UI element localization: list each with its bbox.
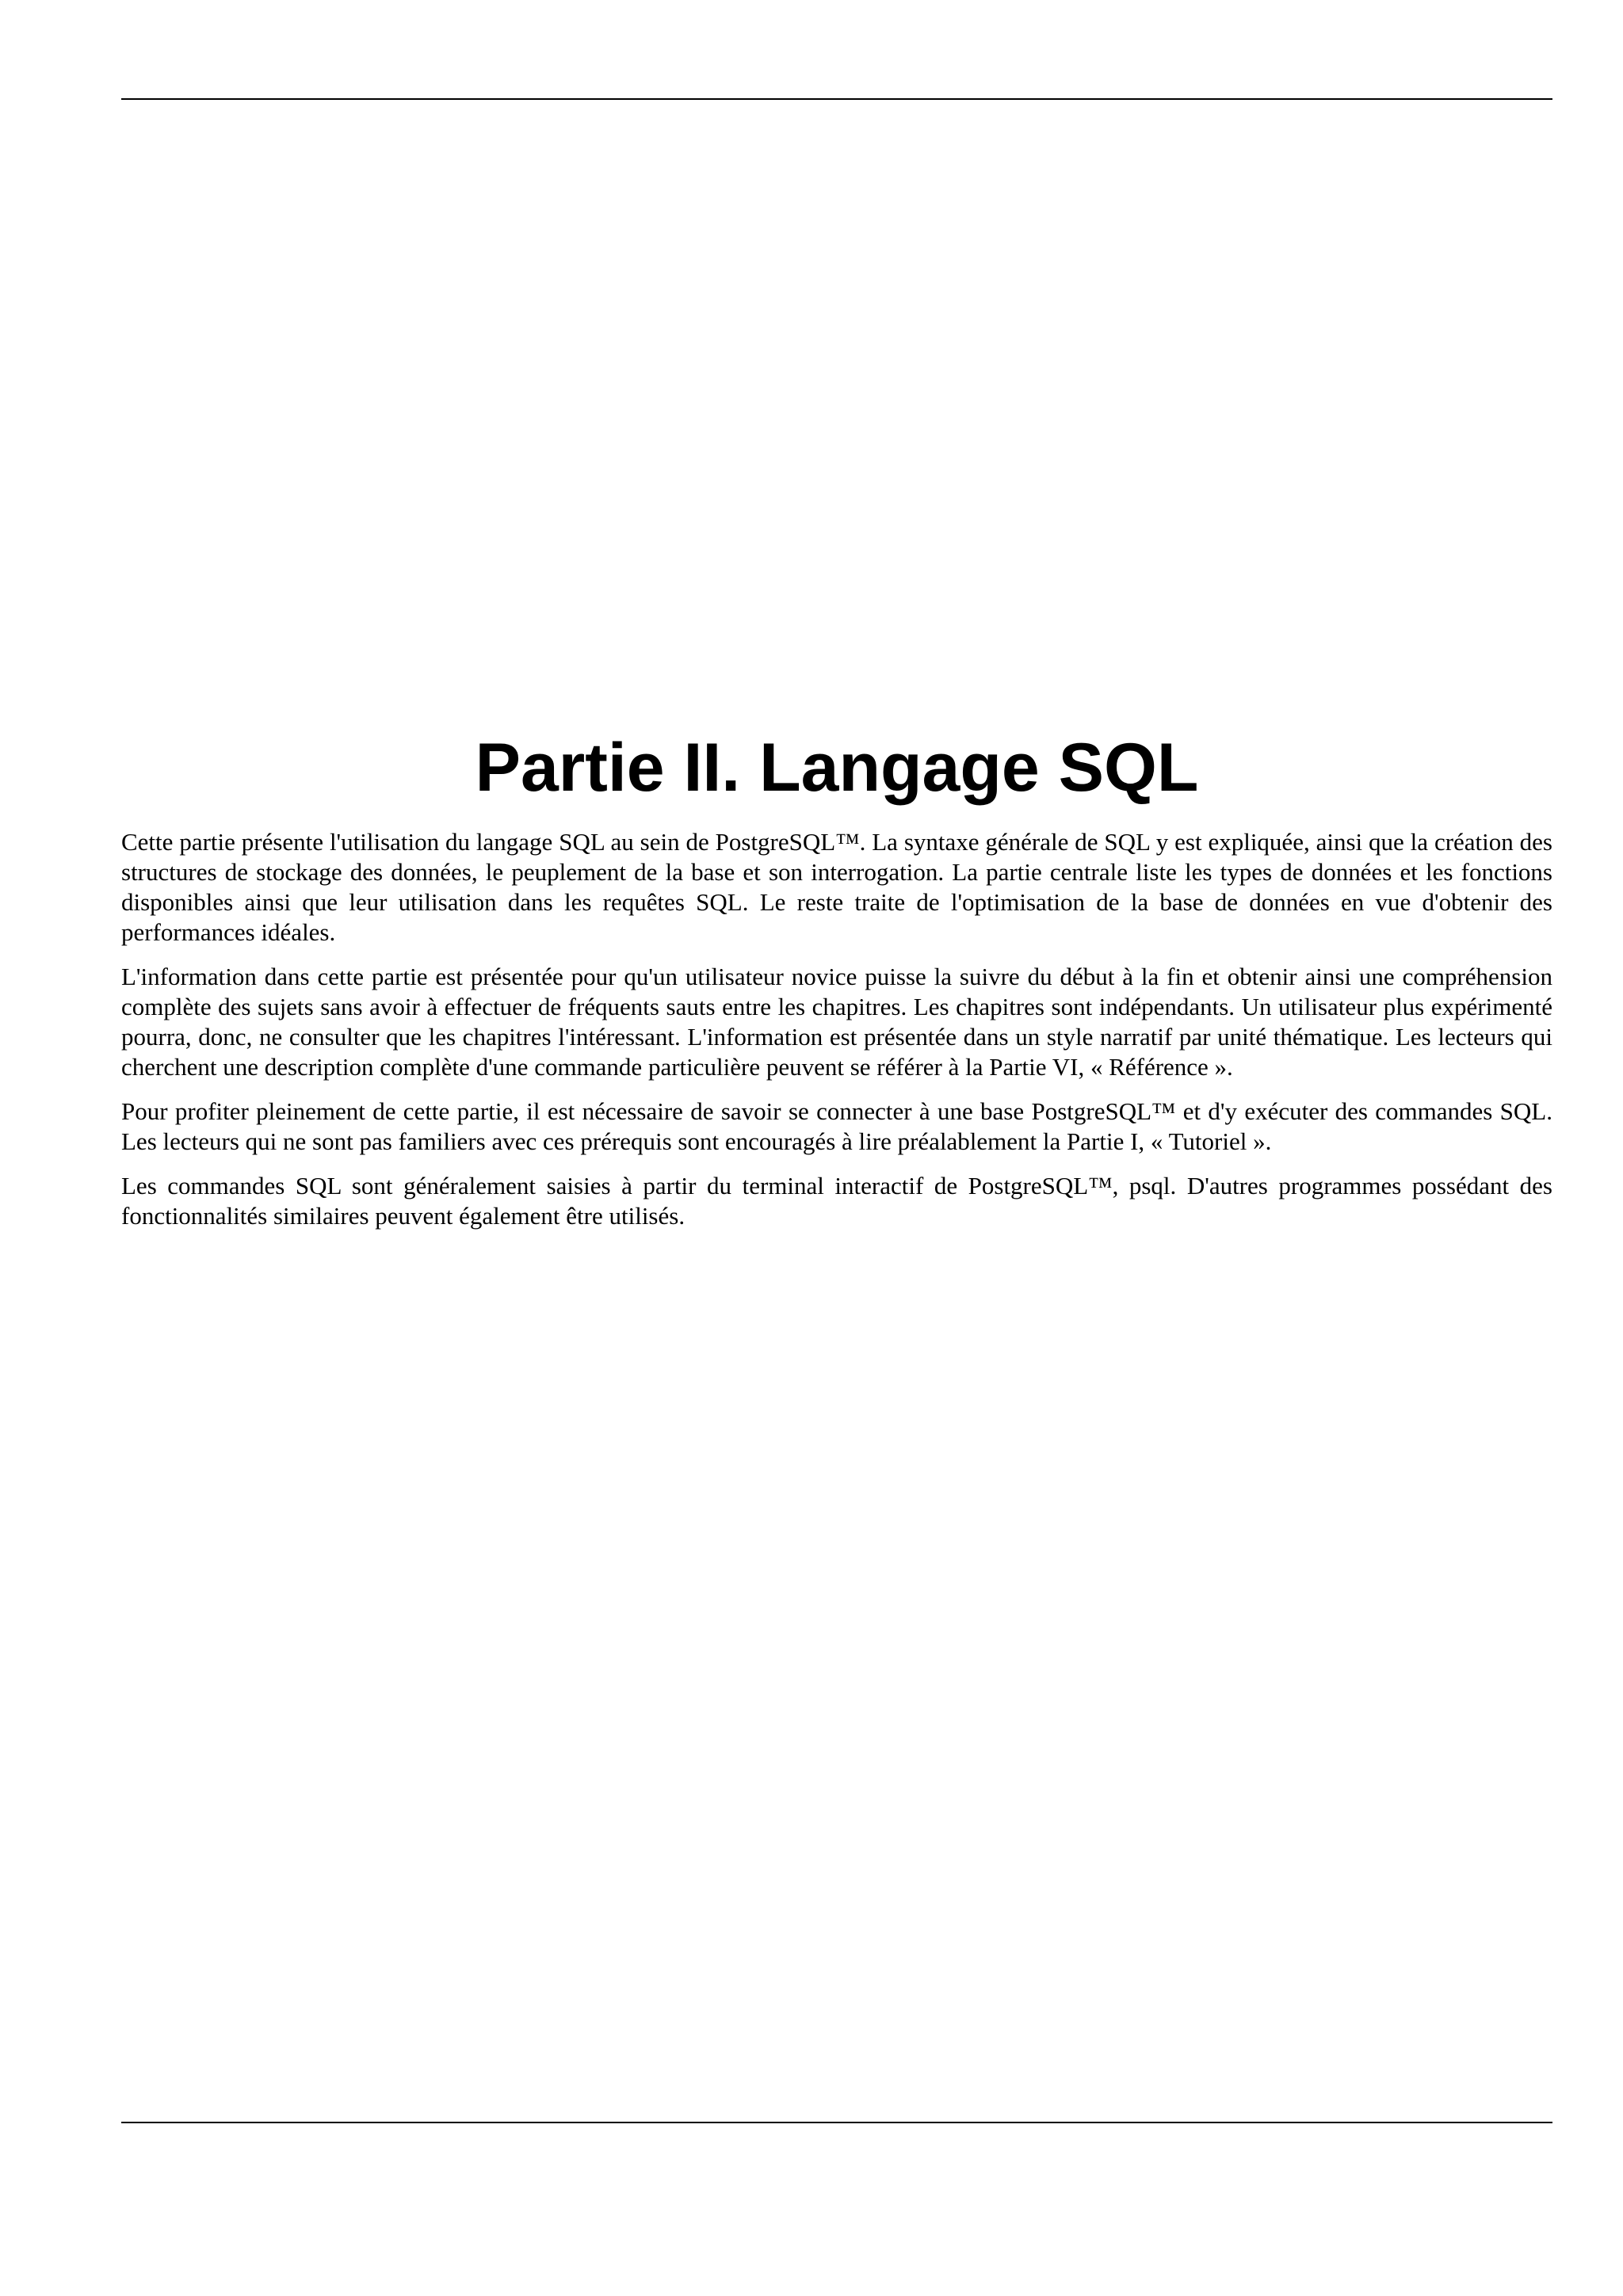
part-intro xyxy=(121,827,1552,1245)
paragraph: Les commandes SQL sont généralement saisies à partir du terminal interactif de PostgreSQL™, psql. D'autres programmes possédant des fonctionnalités similaires peuvent également être utilisés. xyxy=(121,1172,1552,1230)
paragraph: L'information dans cette partie est présentée pour qu'un utilisateur novice puisse la suivre du début à la fin et obtenir ainsi une compréhension complète des sujets sans avoir à effectuer de fréquents sauts entre les chapitres. Les chapitres sont indépendants. Un utilisateur plus expérimenté pourra, donc, ne consulter que les chapitres l'intéressant. L'information est présentée dans un style narratif par unité thématique. Les lecteurs qui cherchent une description complète d'une commande particulière peuvent se référer à la Partie VI, « Référence ». xyxy=(121,963,1552,1081)
header-rule xyxy=(121,98,1552,100)
paragraph: Cette partie présente l'utilisation du langage SQL au sein de PostgreSQL™. La syntaxe générale de SQL y est expliquée, ainsi que la création des structures de stockage des données, le peuplement de la base et son interrogation. La partie centrale liste les types de données et les fonctions disponibles ainsi que leur utilisation dans les requêtes SQL. Le reste traite de l'optimisation de la base de données en vue d'obtenir des performances idéales. xyxy=(121,828,1552,946)
part-title: Partie II. Langage SQL xyxy=(475,730,1199,806)
paragraph: Pour profiter pleinement de cette partie, il est nécessaire de savoir se connecter à une base PostgreSQL™ et d'y exécuter des commandes SQL. Les lecteurs qui ne sont pas familiers avec ces prérequis sont encouragés à lire préalablement la Partie I, « Tutoriel ». xyxy=(121,1097,1552,1155)
footer-rule xyxy=(121,2122,1552,2123)
